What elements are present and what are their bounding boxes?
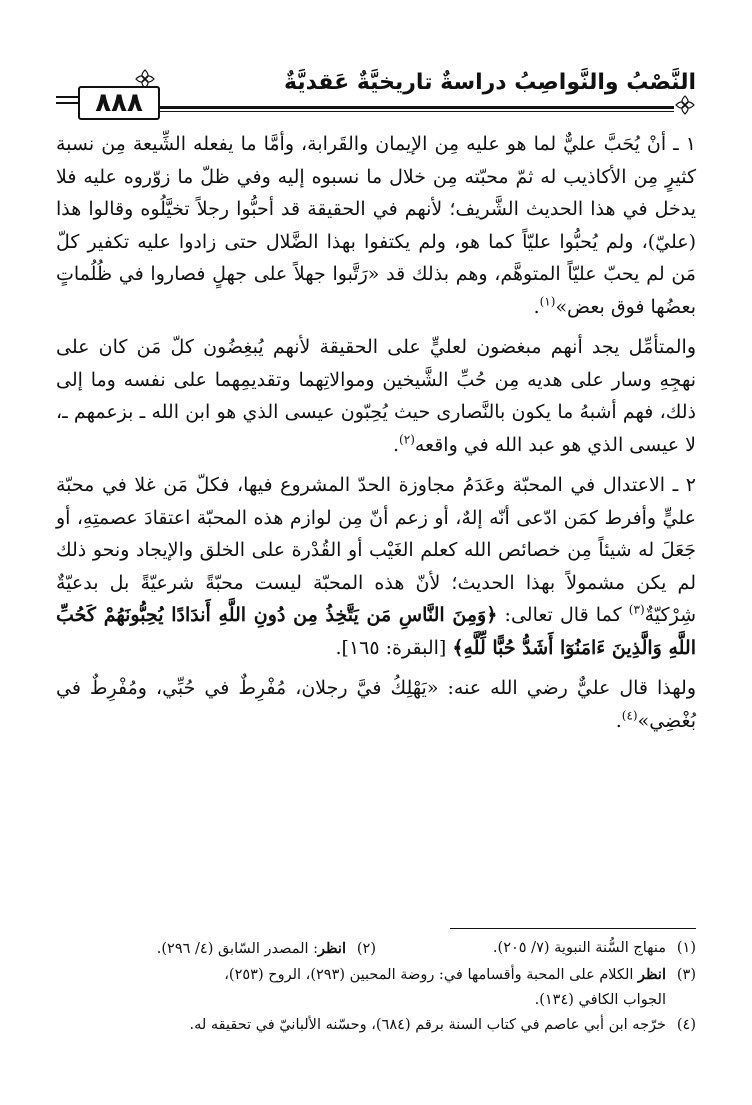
verse-reference: [البقرة: ١٦٥]. [335,636,453,659]
paragraph-1 [56,128,696,323]
header-rule-left [56,102,78,104]
paragraph-2 [56,331,696,461]
header-rule-left [56,96,78,98]
quran-verse: ﴿وَمِنَ النَّاسِ مَن يَتَّخِذُ مِن دُونِ اللَّهِ أَندَادًا يُحِبُّونَهُمْ كَحُبِّ اللَّهِ وَالَّذِينَ ءَامَنُوٓا أَشَدُّ حُبًّا لِّلَّهِ﴾ [56,604,696,659]
paragraph-text: ولهذا قال عليٌّ رضي الله عنه: «يَهْلِكُ فيَّ رجلان، مُفْرِطٌ في حُبِّي، ومُفْرِطٌ في بُغْضِي» [56,677,696,732]
paragraph-4 [56,672,696,737]
main-text [56,128,696,745]
footnote-1 [376,936,696,962]
footnote-4 [56,1013,696,1038]
paragraph-text: ٢ ـ الاعتدال في المحبّة وعَدَمُ مجاوزة الحدّ المشروع فيها، فكلّ مَن غلا في محبّة عليٍّ وأفرط كمَن ادّعى أنّه إلهٌ، أو زعم أنّ مِن لوازم هذه المحبّة اعتقادَ عصمتِهِ، أو جَعَلَ له شيئاً مِن خصائص الله كعلم الغَيْب أو القُدْرة على الخلق والإيجاد ونحو ذلك لم يكن مشمولاً بهذا الحديث؛ لأنّ هذه المحبّة ليست محبّةً شرعيّةً بل بدعيّةٌ شِرْكيّةٌ [56,474,696,626]
paragraph-text: كما قال تعالى: [497,604,629,626]
footnote-row [56,936,696,962]
page-number: ٨٨٨ [78,86,160,120]
footnote-number: (٤) [676,1017,696,1033]
paragraph-text: والمتأمِّل يجد أنهم مبغضون لعليٍّ على الحقيقة لأنهم يُبغِضُون كلّ مَن كان على نهجِهِ وسار على هديه مِن حُبِّ الشَّيخين وموالاتِهما وتقديمِهما على نفسه وما إلى ذلك، فهم أشبهُ ما يكون بالنَّصارى حيث يُحِبّون عيسى الذي هو ابن الله ـ بزعمهم ـ، لا عيسى الذي هو عبد الله في واقعه [56,336,696,456]
footnote-label: انظر [638,966,666,983]
footnote-ref: (٤) [621,708,638,723]
paragraph-text: ١ ـ أنْ يُحَبَّ عليٌّ لما هو عليه مِن الإيمان والقَرابة، وأمَّا ما يفعله الشِّيعة مِن نسبة كثيرٍ مِن الأكاذيب له ثمّ محبّته مِن خلال ما نسبوه إليه وفي ظلّ ما زوّروه عليه فلا يدخل في هذا الحديث الشَّريف؛ لأنهم في الحقيقة قد أحبُّوا رجلاً تخيَّلُوه وقالوا هذا (عليّ)، ولم يُحبُّوا عليّاً كما هو، ولم يكتفوا بهذا الضَّلال حتى زادوا عليه تكفير كلّ مَن لم يحبّ عليّاً المتوهَّم، وهم بذلك قد «رَتَّبوا جهلاً على جهلٍ فصاروا في ظُلُماتٍ بعضُها فوق بعض» [56,133,696,318]
footnote-label: انظر [318,940,346,957]
footnote-text: منهاج السُّنة النبوية (٧/ ٢٠٥). [492,940,666,956]
footnote-number: (٣) [676,967,696,983]
footnote-text: الكلام على المحبة وأقسامها في: روضة المحبين (٢٩٣)، الروح (٢٥٣)، [224,967,639,983]
paragraph-3 [56,469,696,664]
paragraph-end: . [615,709,622,732]
paragraph-end: . [393,433,400,456]
header-rule-thin [156,111,674,112]
book-title: النَّصْبُ والنَّواصِبُ دراسةٌ تاريخيَّةٌ عَقديَّةٌ [284,70,696,95]
footnote-3-continued: الجواب الكافي (١٣٤). [534,992,666,1008]
footnote-number: (٢) [356,941,376,957]
page-header [56,60,696,120]
footnote-ref: (٢) [399,432,415,447]
footnote-ref: (١) [539,294,556,309]
footnote-text: خرّجه ابن أبي عاصم في كتاب السنة برقم (٦٨٤)، وحسّنه الألبانيّ في تحقيقه له. [189,1017,666,1033]
footnote-3 [56,962,696,988]
footnote-ref: (٣) [628,602,645,617]
footnote-2 [157,936,376,962]
header-rule [156,106,674,109]
footnotes [56,936,696,1038]
ornament-icon [674,94,696,116]
footnote-text: : المصدر السّابق (٤/ ٢٩٦). [156,941,319,957]
paragraph-end: . [533,295,540,318]
footnote-divider [450,928,696,929]
footnote-number: (١) [676,940,696,956]
